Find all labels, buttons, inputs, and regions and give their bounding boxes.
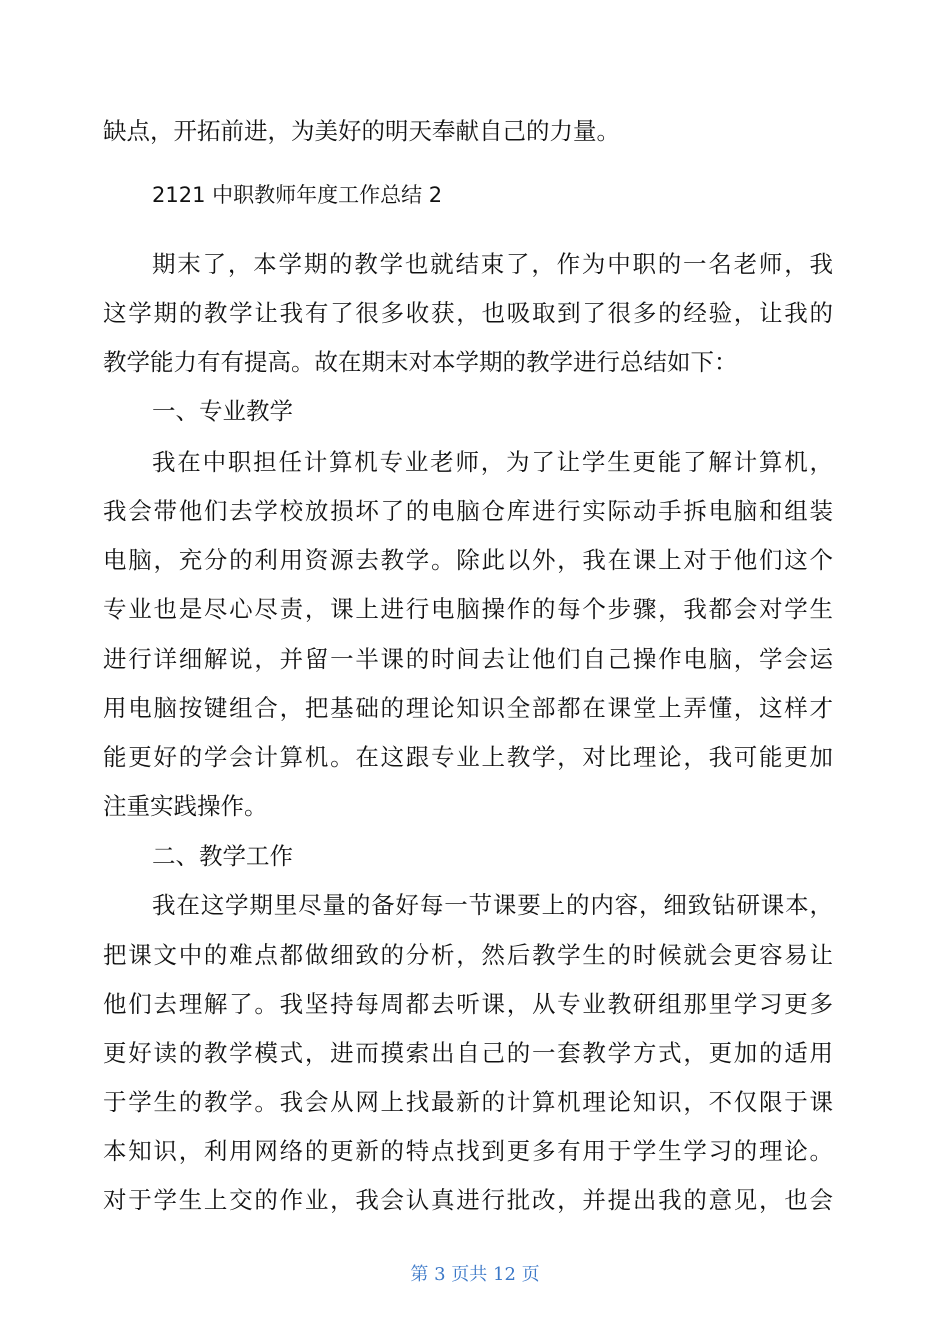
- paragraph-line: 这学期的教学让我有了很多收获，也吸取到了很多的经验，让我的: [103, 299, 833, 327]
- paragraph-line: 本知识，利用网络的更新的特点找到更多有用于学生学习的理论。: [103, 1137, 833, 1165]
- paragraph-line: 我在这学期里尽量的备好每一节课要上的内容，细致钻研课本，: [152, 891, 833, 919]
- paragraph-line: 期末了，本学期的教学也就结束了，作为中职的一名老师，我: [152, 250, 833, 278]
- paragraph-line: 电脑，充分的利用资源去教学。除此以外，我在课上对于他们这个: [103, 546, 833, 574]
- paragraph-line: 他们去理解了。我坚持每周都去听课，从专业教研组那里学习更多: [103, 990, 833, 1018]
- paragraph-line: 更好读的教学模式，进而摸索出自己的一套教学方式，更加的适用: [103, 1039, 833, 1067]
- paragraph-line: 用电脑按键组合，把基础的理论知识全部都在课堂上弄懂，这样才: [103, 694, 833, 722]
- section-heading: 一、专业教学: [152, 397, 293, 425]
- paragraph-line: 专业也是尽心尽责，课上进行电脑操作的每个步骤，我都会对学生: [103, 595, 833, 623]
- page-number: 第 3 页共 12 页: [410, 1264, 540, 1285]
- paragraph-line: 注重实践操作。: [103, 792, 268, 820]
- paragraph-line: 对于学生上交的作业，我会认真进行批改，并提出我的意见，也会: [103, 1186, 833, 1214]
- section-title: 2121 中职教师年度工作总结 2: [152, 183, 443, 207]
- text-line: 缺点，开拓前进，为美好的明天奉献自己的力量。: [103, 117, 620, 145]
- paragraph-line: 能更好的学会计算机。在这跟专业上教学，对比理论，我可能更加: [103, 743, 833, 771]
- paragraph-line: 我在中职担任计算机专业老师，为了让学生更能了解计算机，: [152, 448, 833, 476]
- paragraph-line: 于学生的教学。我会从网上找最新的计算机理论知识，不仅限于课: [103, 1088, 833, 1116]
- paragraph-line: 进行详细解说，并留一半课的时间去让他们自己操作电脑，学会运: [103, 645, 833, 673]
- paragraph-line: 教学能力有有提高。故在期末对本学期的教学进行总结如下：: [103, 348, 738, 376]
- section-heading: 二、教学工作: [152, 842, 293, 870]
- paragraph-line: 我会带他们去学校放损坏了的电脑仓库进行实际动手拆电脑和组装: [103, 497, 833, 525]
- paragraph-line: 把课文中的难点都做细致的分析，然后教学生的时候就会更容易让: [103, 941, 833, 969]
